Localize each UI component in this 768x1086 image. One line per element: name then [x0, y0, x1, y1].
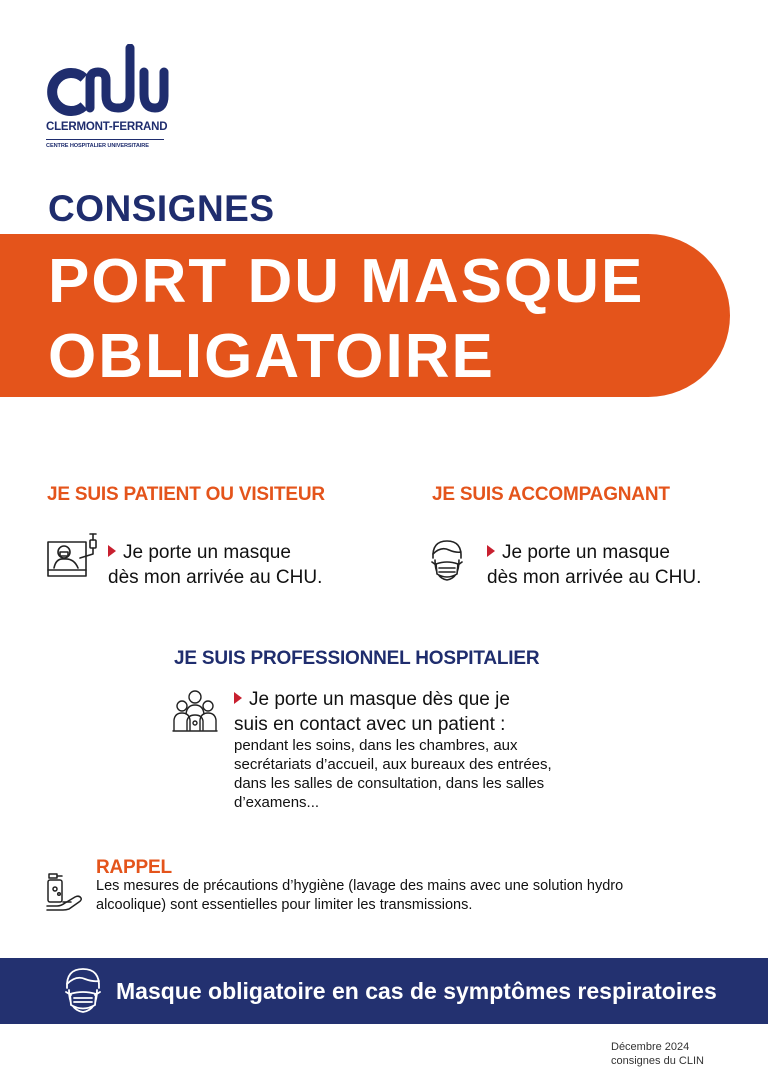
logo-city: CLERMONT-FERRAND	[46, 121, 168, 133]
bullet-marker	[487, 545, 495, 557]
professionnel-instruction	[234, 687, 510, 737]
patient-bed-icon	[46, 532, 100, 582]
patient-section-title: JE SUIS PATIENT OU VISITEUR	[47, 484, 325, 505]
accompagnant-line-2: dès mon arrivée au CHU.	[487, 567, 702, 588]
masked-face-icon	[429, 538, 465, 584]
logo-divider	[46, 139, 164, 140]
accompagnant-line-1: Je porte un masque	[502, 542, 670, 563]
bullet-marker	[234, 692, 242, 704]
chu-logo-mark	[46, 44, 171, 116]
note-source: consignes du CLIN	[611, 1055, 704, 1067]
rappel-text	[96, 877, 623, 915]
accompagnant-instruction	[487, 540, 701, 590]
hand-sanitizer-icon	[45, 872, 85, 912]
consignes-heading: CONSIGNES	[48, 188, 275, 229]
logo-subtitle: CENTRE HOSPITALIER UNIVERSITAIRE	[46, 143, 149, 149]
professionnel-section-title: JE SUIS PROFESSIONNEL HOSPITALIER	[174, 648, 540, 669]
rappel-line-2: alcoolique) sont essentielles pour limiter les transmissions.	[96, 897, 473, 913]
professionnel-detail-3: dans les salles de consultation, dans les salles	[234, 775, 545, 792]
accompagnant-section-title: JE SUIS ACCOMPAGNANT	[432, 484, 670, 505]
professionnel-detail-1: pendant les soins, dans les chambres, aux	[234, 737, 518, 754]
rappel-line-1: Les mesures de précautions d’hygiène (lavage des mains avec une solution hydro	[96, 878, 624, 894]
patient-line-2: dès mon arrivée au CHU.	[108, 567, 323, 588]
title-line-1: PORT DU MASQUE	[48, 247, 645, 316]
footer-banner	[0, 958, 768, 1024]
professionnel-line-2: suis en contact avec un patient :	[234, 714, 506, 735]
professionnel-details	[234, 736, 552, 812]
professionnel-line-1: Je porte un masque dès que je	[249, 689, 510, 710]
patient-line-1: Je porte un masque	[123, 542, 291, 563]
medical-team-icon	[172, 688, 218, 734]
bullet-marker	[108, 545, 116, 557]
footer-message: Masque obligatoire en cas de symptômes respiratoires	[116, 978, 717, 1004]
document-note	[611, 1040, 704, 1068]
patient-instruction	[108, 540, 322, 590]
professionnel-detail-4: d’examens...	[234, 794, 320, 811]
title-line-2: OBLIGATOIRE	[48, 322, 495, 391]
masked-face-icon	[63, 966, 103, 1016]
note-date: Décembre 2024	[611, 1041, 690, 1053]
rappel-title: RAPPEL	[96, 857, 172, 878]
chu-logo	[46, 44, 176, 156]
professionnel-detail-2: secrétariats d’accueil, aux bureaux des entrées,	[234, 756, 552, 773]
title-banner	[0, 234, 730, 397]
